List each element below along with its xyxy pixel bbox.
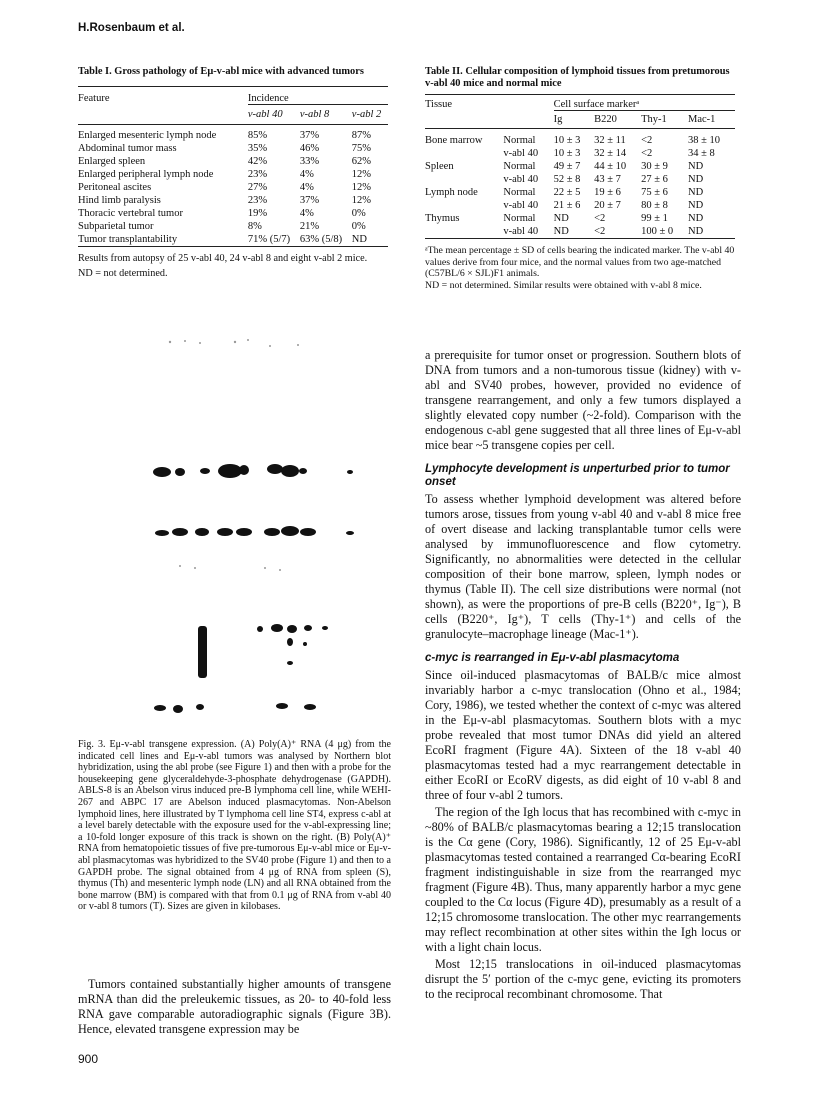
section-heading-lymphocyte: Lymphocyte development is unperturbed prior to tumor onset [425, 463, 730, 488]
table-2-footnote-nd: ND = not determined. Similar results were obtained with v-abl 8 mice. [425, 279, 702, 291]
left-column-paragraph [78, 977, 391, 1037]
table-1-cell-v40: 71% (5/7) [247, 234, 291, 245]
table-1-title: Table I. Gross pathology of Eμ-v-abl mice with advanced tumors [78, 66, 364, 77]
table-1-footnote-nd: ND = not determined. [78, 267, 168, 279]
table-2-cell-type: Normal [503, 187, 536, 198]
table-2-col-header: B220 [594, 111, 641, 129]
section-1-text: To assess whether lymphoid development was altered before tumors arose, tissues from young v-abl 40 and v-abl 8 mice free of overt disease and lacking transplantable tumor cells were analysed by immunofluorescence and flow cytometry. Significantly, no abnormalities were detected in the cellular composition of their bone marrow, spleen, lymph nodes or thymus (Table II). The cell size distributions were normal (not shown), as were the proportions of pre-B cells (B220⁺, Ig⁻), B cells (B220⁺, Ig⁺), T cells (Thy-1⁺) and cells of the granulocyte–macrophage lineage (Mac-1⁺). [425, 492, 741, 641]
table-2-title: Table II. Cellular composition of lymphoid tissues from pretumorous v-abl 40 mice and normal mice [425, 66, 730, 89]
table-1-grid [78, 86, 388, 247]
page-number: 900 [78, 1052, 99, 1066]
table-1-cell-v2: 12% [351, 169, 372, 180]
table-2-cell-ig: 21 ± 6 [553, 200, 581, 211]
table-2-cell-type: Normal [503, 135, 536, 146]
table-2-col-header: Ig [554, 111, 594, 129]
table-1-cell-v40: 19% [247, 208, 268, 219]
table-row [425, 199, 735, 212]
table-2-cell-tissue: Spleen [425, 161, 454, 172]
table-1-cell-feature: Enlarged mesenteric lymph node [78, 130, 217, 141]
table-1-cell-v40: 23% [247, 169, 268, 180]
table-1-cell-v2: 62% [351, 156, 372, 167]
table-row [78, 181, 388, 194]
table-1-cell-v40: 85% [247, 130, 268, 141]
table-1-cell-feature: Enlarged peripheral lymph node [78, 169, 214, 180]
table-2-cell-tissue [425, 225, 503, 239]
table-1-cell-v40: 35% [247, 143, 268, 154]
table-2-cell-mac: 34 ± 8 [688, 148, 715, 159]
table-row [78, 220, 388, 233]
table-2-cell-ig: 10 ± 3 [553, 148, 581, 159]
table-row [78, 168, 388, 181]
table-row [425, 186, 735, 199]
table-2-cell-b220: 44 ± 10 [594, 161, 627, 172]
table-2-cell-type: v-abl 40 [503, 200, 539, 211]
section-2-text-3: Most 12;15 translocations in oil-induced plasmacytomas disrupt the 5′ portion of the c-myc gene, evicting its promoters to the reciprocal recombinant chromosome. That [425, 957, 741, 1001]
left-paragraph-text: Tumors contained substantially higher amounts of transgene mRNA than did the preleukemic tissues, as 20- to 40-fold less RNA gave comparable autoradiographic signals (Figure 3B). Hence, elevated transgene expression may be [78, 977, 391, 1036]
table-1-cell-v8: 33% [299, 156, 320, 167]
table-2-cell-b220: <2 [594, 213, 606, 224]
table-1-cell-v8: 4% [299, 169, 314, 180]
table-row [78, 125, 388, 143]
table-1-footnote: Results from autopsy of 25 v-abl 40, 24 v-abl 8 and eight v-abl 2 mice. [78, 253, 368, 264]
table-1-col-header: v-abl 2 [352, 105, 388, 125]
table-1-incidence-header: Incidence [247, 93, 289, 104]
right-paragraph-1: a prerequisite for tumor onset or progression. Southern blots of DNA from tumors and a non-tumorous tissue (kidney) with v-abl and SV40 probes, however, provided no evidence of transgene rearrangement, and only a few tumors displayed a slightly elevated copy number (~2-fold). Comparison with the endogenous c-abl gene suggested that all three lines of Eμ-v-abl mice bear ~5 transgene copies per cell. [425, 348, 741, 452]
table-2-cell-type: Normal [503, 213, 536, 224]
table-2-cell-thy: 99 ± 1 [641, 213, 668, 224]
table-2-cell-ig: 52 ± 8 [553, 174, 581, 185]
table-2-cell-mac: ND [688, 187, 704, 198]
table-row [78, 207, 388, 220]
table-2-cell-type: v-abl 40 [503, 148, 539, 159]
table-2-cell-b220: 19 ± 6 [594, 187, 621, 198]
table-2-cell-tissue [425, 199, 503, 212]
northern-blot-figure [140, 330, 380, 720]
table-row [425, 212, 735, 225]
table-1-cell-v40: 8% [247, 221, 262, 232]
table-1-cell-feature: Enlarged spleen [78, 156, 146, 167]
table-2-cell-mac: ND [688, 200, 704, 211]
table-1-cell-v2: 75% [351, 143, 372, 154]
table-1-cell-v2: 0% [351, 208, 366, 219]
table-2-cell-b220: 43 ± 7 [594, 174, 621, 185]
table-2-cell-b220: <2 [594, 226, 606, 237]
table-2-cell-tissue: Thymus [425, 213, 460, 224]
table-row [78, 194, 388, 207]
table-2-cell-mac: 38 ± 10 [688, 135, 721, 146]
figure-3-caption: Fig. 3. Eμ-v-abl transgene expression. (A) Poly(A)⁺ RNA (4 μg) from the indicated cell lines and Eμ-v-abl tumors was analysed by Northern blot hybridization, using the abl probe (see Figure 1) and then with a probe for the housekeeping gene glyceraldehyde-3-phosphate dehydrogenase (GAPDH). ABLS-8 is an Abelson virus induced pre-B lymphoma cell line, while WEHI-267 and ABPC 17 are Abelson induced plasmacytomas. Non-Abelson lymphoid lines, here illustrated by T lymphoma cell line ST4, express c-abl at a level barely detectable with the exposure used for the v-abl-expressing line; a 10-fold longer exposure of this track is shown on the right. (B) Poly(A)⁺ RNA from hematopoietic tissues of five pre-tumorous Eμ-v-abl mice or Eμ-v-abl plasmacytomas was hybridized to the SV40 probe (Figure 1) and then to a GAPDH probe. The signal obtained from 4 μg of RNA from spleen (S), thymus (Th) and mesenteric lymph node (LN) and all RNA obtained from the bone marrow (BM) is compared with that from 0.1 μg of RNA from v-abl 40 or v-abl 8 tumors (T). Sizes are given in kilobases. [78, 739, 391, 913]
running-header: H.Rosenbaum et al. [78, 22, 185, 34]
table-2-cell-thy: 100 ± 0 [641, 226, 674, 237]
table-row [78, 142, 388, 155]
table-1-cell-v8: 63% (5/8) [299, 234, 343, 245]
table-1-cell-v8: 37% [299, 130, 320, 141]
table-1-feature-header: Feature [78, 93, 110, 105]
section-heading-c-myc: c-myc is rearranged in Eμ-v-abl plasmacytoma [425, 652, 680, 664]
table-2-cell-ig: 49 ± 7 [553, 161, 581, 172]
section-2-text-2: The region of the Igh locus that has recombined with c-myc in ~80% of BALB/c plasmacytomas bearing a 12;15 translocation is the Cα gene (Cory, 1986). Significantly, 12 of 25 Eμ-v-abl plasmacytomas tested contained a rearranged Cα-bearing EcoRI fragment indistinguishable in size from the rearranged myc fragment (Figure 4B). Thus, many apparently harbor a myc gene coupled to the Cα locus (Figure 4D), presumably as a result of a 12;15 chromosome translocation. The other myc rearrangements may reflect recombination at other sites within the Igh locus or with a light chain locus. [425, 805, 741, 954]
table-1-cell-feature: Abdominal tumor mass [78, 143, 177, 154]
table-1-col-header: v-abl 8 [300, 105, 352, 125]
table-2-cell-b220: 20 ± 7 [594, 200, 621, 211]
table-2-cell-type: v-abl 40 [503, 226, 539, 237]
table-1-cell-v8: 46% [299, 143, 320, 154]
table-2-cell-ig: ND [553, 213, 569, 224]
table-row [78, 233, 388, 247]
right-column-body [425, 348, 741, 1002]
table-2-cell-ig: 22 ± 5 [553, 187, 581, 198]
table-2-cell-thy: 30 ± 9 [641, 161, 668, 172]
table-1-col-header: v-abl 40 [248, 105, 300, 125]
table-1-cell-v2: 12% [351, 182, 372, 193]
table-2-cell-type: v-abl 40 [503, 174, 539, 185]
table-1 [78, 66, 388, 279]
table-1-cell-feature: Hind limb paralysis [78, 195, 161, 206]
table-row [425, 160, 735, 173]
table-2-cell-b220: 32 ± 11 [594, 135, 626, 146]
table-2-cell-tissue: Bone marrow [425, 135, 483, 146]
table-2-cell-mac: ND [688, 226, 704, 237]
table-2 [425, 66, 735, 291]
table-2-col-header: Thy-1 [641, 111, 688, 129]
table-2-cell-tissue [425, 173, 503, 186]
table-row [425, 173, 735, 186]
table-2-cell-mac: ND [688, 161, 704, 172]
table-1-cell-v2: 87% [351, 130, 372, 141]
table-2-cell-thy: <2 [641, 135, 653, 146]
table-1-cell-v40: 23% [247, 195, 268, 206]
table-2-cell-ig: 10 ± 3 [553, 135, 581, 146]
table-2-footnote: ᵃThe mean percentage ± SD of cells bearing the indicated marker. The v-abl 40 values derive from four mice, and the normal values from two age-matched (C57BL/6 × SJL)F1 animals. [425, 245, 735, 280]
table-1-cell-v8: 4% [299, 182, 314, 193]
table-2-cell-b220: 32 ± 14 [594, 148, 627, 159]
table-1-cell-feature: Thoracic vertebral tumor [78, 208, 183, 219]
table-1-cell-v2: 0% [351, 221, 366, 232]
table-1-cell-feature: Peritoneal ascites [78, 182, 152, 193]
table-1-cell-v2: 12% [351, 195, 372, 206]
table-1-cell-v2: ND [351, 234, 367, 245]
table-2-col-header: Mac-1 [688, 111, 735, 129]
table-1-cell-feature: Tumor transplantability [78, 234, 178, 245]
table-row [425, 129, 735, 148]
table-1-cell-feature: Subparietal tumor [78, 221, 154, 232]
table-2-cell-thy: 27 ± 6 [641, 174, 668, 185]
table-2-grid [425, 94, 735, 239]
table-2-cell-mac: ND [688, 213, 704, 224]
table-2-marker-header: Cell surface markerᵃ [553, 99, 640, 110]
table-2-cell-tissue [425, 147, 503, 160]
table-2-cell-tissue: Lymph node [425, 187, 478, 198]
table-2-cell-ig: ND [553, 226, 569, 237]
table-2-cell-mac: ND [688, 174, 704, 185]
table-2-cell-type: Normal [503, 161, 536, 172]
table-2-cell-thy: 80 ± 8 [641, 200, 668, 211]
table-row [425, 225, 735, 239]
section-2-text-1: Since oil-induced plasmacytomas of BALB/c mice almost invariably harbor a c-myc translocation (Ohno et al., 1984; Cory, 1986), we tested whether the context of c-myc was altered in the Eμ-v-abl plasmacytomas. Southern blots with a myc probe revealed that most tumor DNAs did yield an altered EcoRI fragment (Figure 4A). Sixteen of the 18 v-abl 40 plasmacytomas tested had a myc rearrangement detectable in either EcoRI or EcoRV digests, as did eight of 10 v-abl 8 and three of four v-abl 2 tumors. [425, 668, 741, 802]
table-2-tissue-header: Tissue [425, 99, 453, 111]
table-1-cell-v8: 21% [299, 221, 320, 232]
table-2-cell-thy: <2 [641, 148, 653, 159]
table-row [425, 147, 735, 160]
table-2-cell-thy: 75 ± 6 [641, 187, 668, 198]
table-1-cell-v8: 37% [299, 195, 320, 206]
table-1-cell-v40: 27% [247, 182, 268, 193]
table-1-cell-v40: 42% [247, 156, 268, 167]
table-row [78, 155, 388, 168]
table-1-cell-v8: 4% [299, 208, 314, 219]
